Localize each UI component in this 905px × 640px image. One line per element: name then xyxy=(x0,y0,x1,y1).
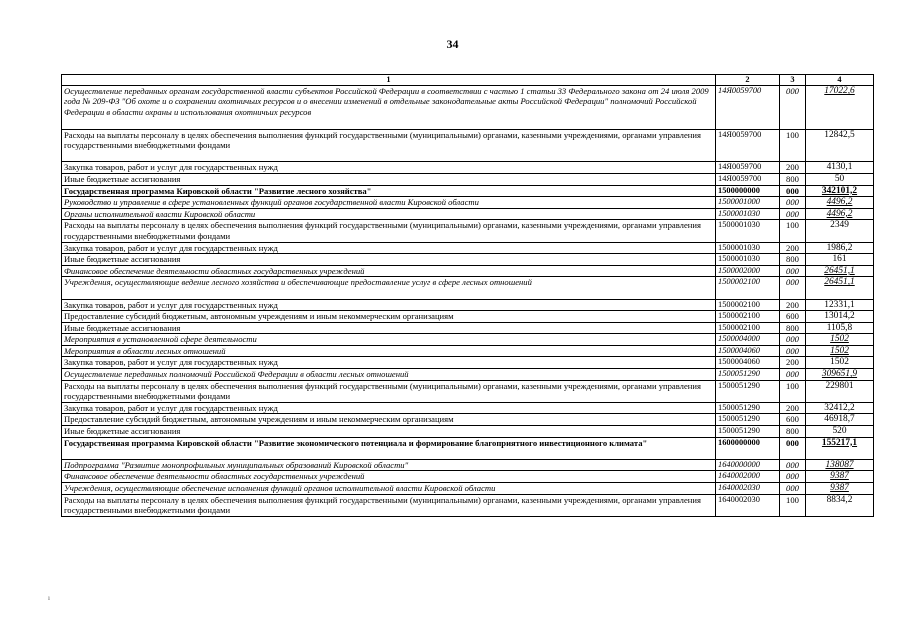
table-row xyxy=(62,220,874,242)
table-row xyxy=(62,162,874,174)
row-sum-cell: 229801 xyxy=(806,380,874,402)
row-type-cell: 000 xyxy=(780,208,806,220)
row-sum-cell: 2349 xyxy=(806,220,874,242)
row-name-cell: Закупка товаров, работ и услуг для государственных нужд xyxy=(62,299,716,311)
row-code-cell: 1640000000 xyxy=(716,459,780,471)
row-sum-cell: 155217,1 xyxy=(806,437,874,459)
table-row xyxy=(62,402,874,414)
table-row xyxy=(62,357,874,369)
row-name-cell: Органы исполнительной власти Кировской области xyxy=(62,208,716,220)
row-sum-cell: 4496,2 xyxy=(806,197,874,209)
row-name-cell: Иные бюджетные ассигнования xyxy=(62,322,716,334)
row-name-cell: Предоставление субсидий бюджетным, автономным учреждениям и иным некоммерческим организациям xyxy=(62,311,716,323)
table-row xyxy=(62,345,874,357)
table-row xyxy=(62,334,874,346)
row-type-cell: 600 xyxy=(780,414,806,426)
row-type-cell: 800 xyxy=(780,426,806,438)
row-name-cell: Расходы на выплаты персоналу в целях обеспечения выполнения функций государственными (муниципальными) органами, казенными учреждениями, органами управления государственными внебюджетными фондами xyxy=(62,494,716,516)
row-name-cell: Финансовое обеспечение деятельности областных государственных учреждений xyxy=(62,471,716,483)
row-code-cell: 1640002030 xyxy=(716,483,780,495)
row-type-cell: 000 xyxy=(780,277,806,299)
row-sum-cell: 1986,2 xyxy=(806,242,874,254)
row-type-cell: 200 xyxy=(780,162,806,174)
row-type-cell: 800 xyxy=(780,173,806,185)
row-code-cell: 1500002100 xyxy=(716,277,780,299)
row-type-cell: 000 xyxy=(780,483,806,495)
row-type-cell: 200 xyxy=(780,402,806,414)
header-cell-sum: 4 xyxy=(806,75,874,86)
table-row xyxy=(62,494,874,516)
row-sum-cell: 520 xyxy=(806,426,874,438)
row-type-cell: 600 xyxy=(780,311,806,323)
row-type-cell: 000 xyxy=(780,437,806,459)
row-type-cell: 800 xyxy=(780,322,806,334)
row-sum-cell: 4496,2 xyxy=(806,208,874,220)
table-row xyxy=(62,471,874,483)
row-name-cell: Закупка товаров, работ и услуг для государственных нужд xyxy=(62,402,716,414)
row-type-cell: 000 xyxy=(780,459,806,471)
table-row xyxy=(62,197,874,209)
row-type-cell: 200 xyxy=(780,357,806,369)
row-code-cell: 1500051290 xyxy=(716,414,780,426)
margin-mark: ı xyxy=(48,594,50,602)
row-type-cell: 000 xyxy=(780,185,806,197)
row-sum-cell: 26451,1 xyxy=(806,265,874,277)
row-name-cell: Иные бюджетные ассигнования xyxy=(62,254,716,266)
row-name-cell: Иные бюджетные ассигнования xyxy=(62,173,716,185)
row-code-cell: 1500004060 xyxy=(716,357,780,369)
row-sum-cell: 1502 xyxy=(806,357,874,369)
row-code-cell: 1500001030 xyxy=(716,242,780,254)
row-code-cell: 14Я0059700 xyxy=(716,129,780,162)
row-name-cell: Мероприятия в установленной сфере деятельности xyxy=(62,334,716,346)
row-code-cell: 1500002100 xyxy=(716,311,780,323)
row-code-cell: 1500051290 xyxy=(716,402,780,414)
table-row xyxy=(62,299,874,311)
row-name-cell: Государственная программа Кировской области "Развитие экономического потенциала и формирование благоприятного инвестиционного климата" xyxy=(62,437,716,459)
row-code-cell: 1640002030 xyxy=(716,494,780,516)
row-type-cell: 100 xyxy=(780,380,806,402)
row-code-cell: 1500004060 xyxy=(716,345,780,357)
row-name-cell: Государственная программа Кировской области "Развитие лесного хозяйства" xyxy=(62,185,716,197)
row-type-cell: 800 xyxy=(780,254,806,266)
row-name-cell: Предоставление субсидий бюджетным, автономным учреждениям и иным некоммерческим организациям xyxy=(62,414,716,426)
table-row xyxy=(62,173,874,185)
row-sum-cell: 9387 xyxy=(806,483,874,495)
row-type-cell: 000 xyxy=(780,334,806,346)
page-number: 34 xyxy=(446,37,459,51)
table-row xyxy=(62,483,874,495)
budget-table xyxy=(61,74,874,517)
row-name-cell: Руководство и управление в сфере установленных функций органов государственной власти Кировской области xyxy=(62,197,716,209)
row-code-cell: 1500001030 xyxy=(716,208,780,220)
row-code-cell: 1500001000 xyxy=(716,197,780,209)
table-row xyxy=(62,459,874,471)
row-sum-cell: 32412,2 xyxy=(806,402,874,414)
table-header-row xyxy=(62,75,874,86)
row-code-cell: 14Я0059700 xyxy=(716,162,780,174)
row-type-cell: 100 xyxy=(780,494,806,516)
table-row xyxy=(62,414,874,426)
row-name-cell: Мероприятия в области лесных отношений xyxy=(62,345,716,357)
row-type-cell: 100 xyxy=(780,129,806,162)
row-code-cell: 1500001030 xyxy=(716,254,780,266)
row-code-cell: 1500002100 xyxy=(716,322,780,334)
row-sum-cell: 309651,9 xyxy=(806,369,874,381)
row-name-cell: Закупка товаров, работ и услуг для государственных нужд xyxy=(62,242,716,254)
row-sum-cell: 26451,1 xyxy=(806,277,874,299)
row-sum-cell: 1502 xyxy=(806,345,874,357)
table-row xyxy=(62,380,874,402)
row-sum-cell: 12331,1 xyxy=(806,299,874,311)
row-code-cell: 1500002000 xyxy=(716,265,780,277)
row-sum-cell: 13014,2 xyxy=(806,311,874,323)
row-code-cell: 14Я0059700 xyxy=(716,173,780,185)
table-row xyxy=(62,265,874,277)
row-sum-cell: 1105,8 xyxy=(806,322,874,334)
row-name-cell: Расходы на выплаты персоналу в целях обеспечения выполнения функций государственными (муниципальными) органами, казенными учреждениями, органами управления государственными внебюджетными фондами xyxy=(62,380,716,402)
row-sum-cell: 1502 xyxy=(806,334,874,346)
row-name-cell: Расходы на выплаты персоналу в целях обеспечения выполнения функций государственными (муниципальными) органами, казенными учреждениями, органами управления государственными внебюджетными фондами xyxy=(62,220,716,242)
table-row xyxy=(62,369,874,381)
table-row xyxy=(62,254,874,266)
table-row xyxy=(62,86,874,129)
row-type-cell: 000 xyxy=(780,345,806,357)
row-sum-cell: 4130,1 xyxy=(806,162,874,174)
table-row xyxy=(62,185,874,197)
row-name-cell: Иные бюджетные ассигнования xyxy=(62,426,716,438)
row-code-cell: 1500000000 xyxy=(716,185,780,197)
row-name-cell: Осуществление переданных органам государственной власти субъектов Российской Федерации в соответствии с частью 1 статьи 33 Федерального закона от 24 июля 2009 года № 209-ФЗ "Об охоте и о сохранении охотничьих ресурсов и о внесении изменений в отдельные законодательные акты Российской Федерации" полномочий Российской Федерации в области охраны и использования охотничьих ресурсов xyxy=(62,86,716,129)
row-name-cell: Подпрограмма "Развитие монопрофильных муниципальных образований Кировской области" xyxy=(62,459,716,471)
row-sum-cell: 342101,2 xyxy=(806,185,874,197)
row-name-cell: Расходы на выплаты персоналу в целях обеспечения выполнения функций государственными (муниципальными) органами, казенными учреждениями, органами управления государственными внебюджетными фондами xyxy=(62,129,716,162)
row-sum-cell: 138087 xyxy=(806,459,874,471)
row-type-cell: 000 xyxy=(780,86,806,129)
header-cell-code: 2 xyxy=(716,75,780,86)
row-name-cell: Закупка товаров, работ и услуг для государственных нужд xyxy=(62,162,716,174)
row-code-cell: 1500051290 xyxy=(716,369,780,381)
row-type-cell: 000 xyxy=(780,197,806,209)
row-type-cell: 000 xyxy=(780,471,806,483)
row-type-cell: 200 xyxy=(780,299,806,311)
row-type-cell: 000 xyxy=(780,265,806,277)
row-type-cell: 000 xyxy=(780,369,806,381)
row-sum-cell: 46918,7 xyxy=(806,414,874,426)
table-row xyxy=(62,311,874,323)
row-sum-cell: 50 xyxy=(806,173,874,185)
row-type-cell: 100 xyxy=(780,220,806,242)
table-row xyxy=(62,277,874,299)
row-code-cell: 1600000000 xyxy=(716,437,780,459)
row-type-cell: 200 xyxy=(780,242,806,254)
row-code-cell: 1500051290 xyxy=(716,426,780,438)
table-row xyxy=(62,322,874,334)
table-row xyxy=(62,208,874,220)
row-name-cell: Закупка товаров, работ и услуг для государственных нужд xyxy=(62,357,716,369)
row-sum-cell: 161 xyxy=(806,254,874,266)
table-row xyxy=(62,437,874,459)
header-cell-type: 3 xyxy=(780,75,806,86)
header-cell-name: 1 xyxy=(62,75,716,86)
table-row xyxy=(62,426,874,438)
row-code-cell: 1500004000 xyxy=(716,334,780,346)
row-name-cell: Учреждения, осуществляющие ведение лесного хозяйства и обеспечивающие предоставление услуг в сфере лесных отношений xyxy=(62,277,716,299)
row-sum-cell: 8834,2 xyxy=(806,494,874,516)
row-code-cell: 1500002100 xyxy=(716,299,780,311)
row-name-cell: Учреждения, осуществляющие обеспечение исполнения функций органов исполнительной власти Кировской области xyxy=(62,483,716,495)
row-sum-cell: 17022,6 xyxy=(806,86,874,129)
row-code-cell: 1640002000 xyxy=(716,471,780,483)
row-code-cell: 14Я0059700 xyxy=(716,86,780,129)
row-sum-cell: 12842,5 xyxy=(806,129,874,162)
table-row xyxy=(62,129,874,162)
row-code-cell: 1500001030 xyxy=(716,220,780,242)
table-row xyxy=(62,242,874,254)
row-name-cell: Осуществление переданных полномочий Российской Федерации в области лесных отношений xyxy=(62,369,716,381)
row-sum-cell: 9387 xyxy=(806,471,874,483)
row-code-cell: 1500051290 xyxy=(716,380,780,402)
row-name-cell: Финансовое обеспечение деятельности областных государственных учреждений xyxy=(62,265,716,277)
